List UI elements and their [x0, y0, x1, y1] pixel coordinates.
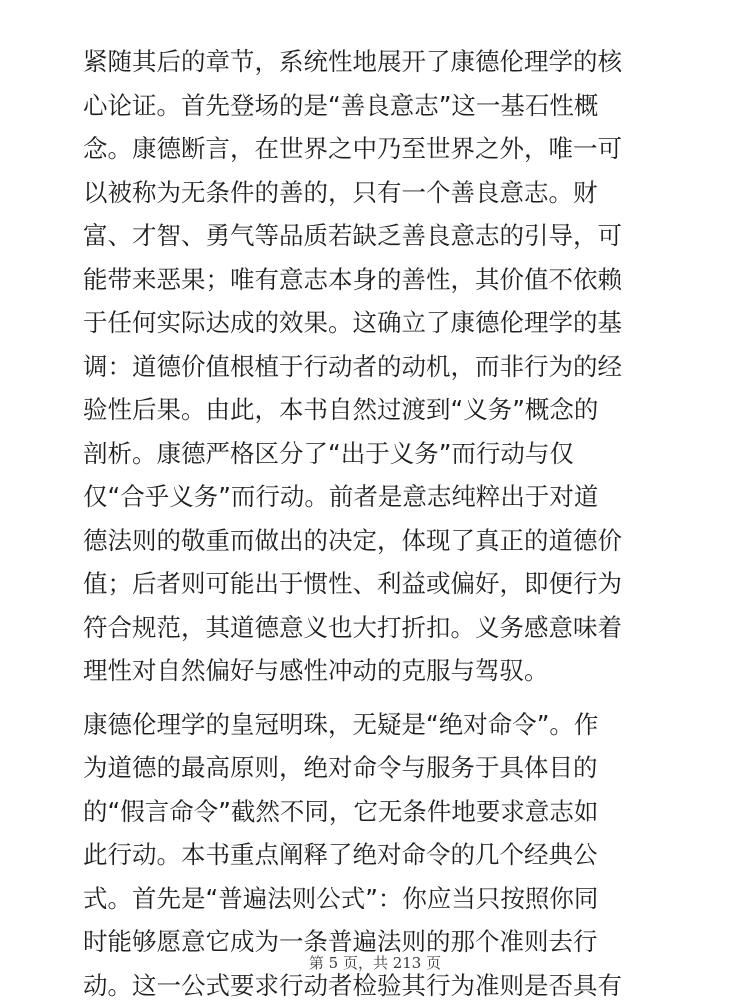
text-line: 此行动。本书重点阐释了绝对命令的几个经典公	[83, 833, 673, 877]
text-line: 调：道德价值根植于行动者的动机，而非行为的经	[83, 345, 673, 389]
text-line: 康德伦理学的皇冠明珠，无疑是“绝对命令”。作	[83, 703, 673, 747]
text-line: 时能够愿意它成为一条普遍法则的那个准则去行	[83, 920, 673, 964]
text-line: 动。这一公式要求行动者检验其行为准则是否具有	[83, 964, 673, 1007]
text-line: 富、才智、勇气等品质若缺乏善良意志的引导，可	[83, 214, 673, 258]
text-line: 值；后者则可能出于惯性、利益或偏好，即便行为	[83, 562, 673, 606]
text-line: 理性对自然偏好与感性冲动的克服与驾驭。	[83, 649, 673, 693]
text-line: 的“假言命令”截然不同，它无条件地要求意志如	[83, 790, 673, 834]
text-line: 以被称为无条件的善的，只有一个善良意志。财	[83, 171, 673, 215]
text-line: 心论证。首先登场的是“善良意志”这一基石性概	[83, 84, 673, 128]
text-line: 于任何实际达成的效果。这确立了康德伦理学的基	[83, 301, 673, 345]
text-line: 验性后果。由此，本书自然过渡到“义务”概念的	[83, 388, 673, 432]
text-line: 仅“合乎义务”而行动。前者是意志纯粹出于对道	[83, 475, 673, 519]
paragraph-1	[83, 40, 673, 693]
text-line: 德法则的敬重而做出的决定，体现了真正的道德价	[83, 519, 673, 563]
text-line: 符合规范，其道德意义也大打折扣。义务感意味着	[83, 606, 673, 650]
text-line: 念。康德断言，在世界之中乃至世界之外，唯一可	[83, 127, 673, 171]
text-line: 为道德的最高原则，绝对命令与服务于具体目的	[83, 746, 673, 790]
text-line: 紧随其后的章节，系统性地展开了康德伦理学的核	[83, 40, 673, 84]
text-line: 能带来恶果；唯有意志本身的善性，其价值不依赖	[83, 258, 673, 302]
text-line: 剖析。康德严格区分了“出于义务”而行动与仅	[83, 432, 673, 476]
text-line: 式。首先是“普遍法则公式”：你应当只按照你同	[83, 877, 673, 921]
body-text	[83, 40, 673, 1007]
page-number-footer: 第 5 页，共 213 页	[0, 953, 750, 973]
